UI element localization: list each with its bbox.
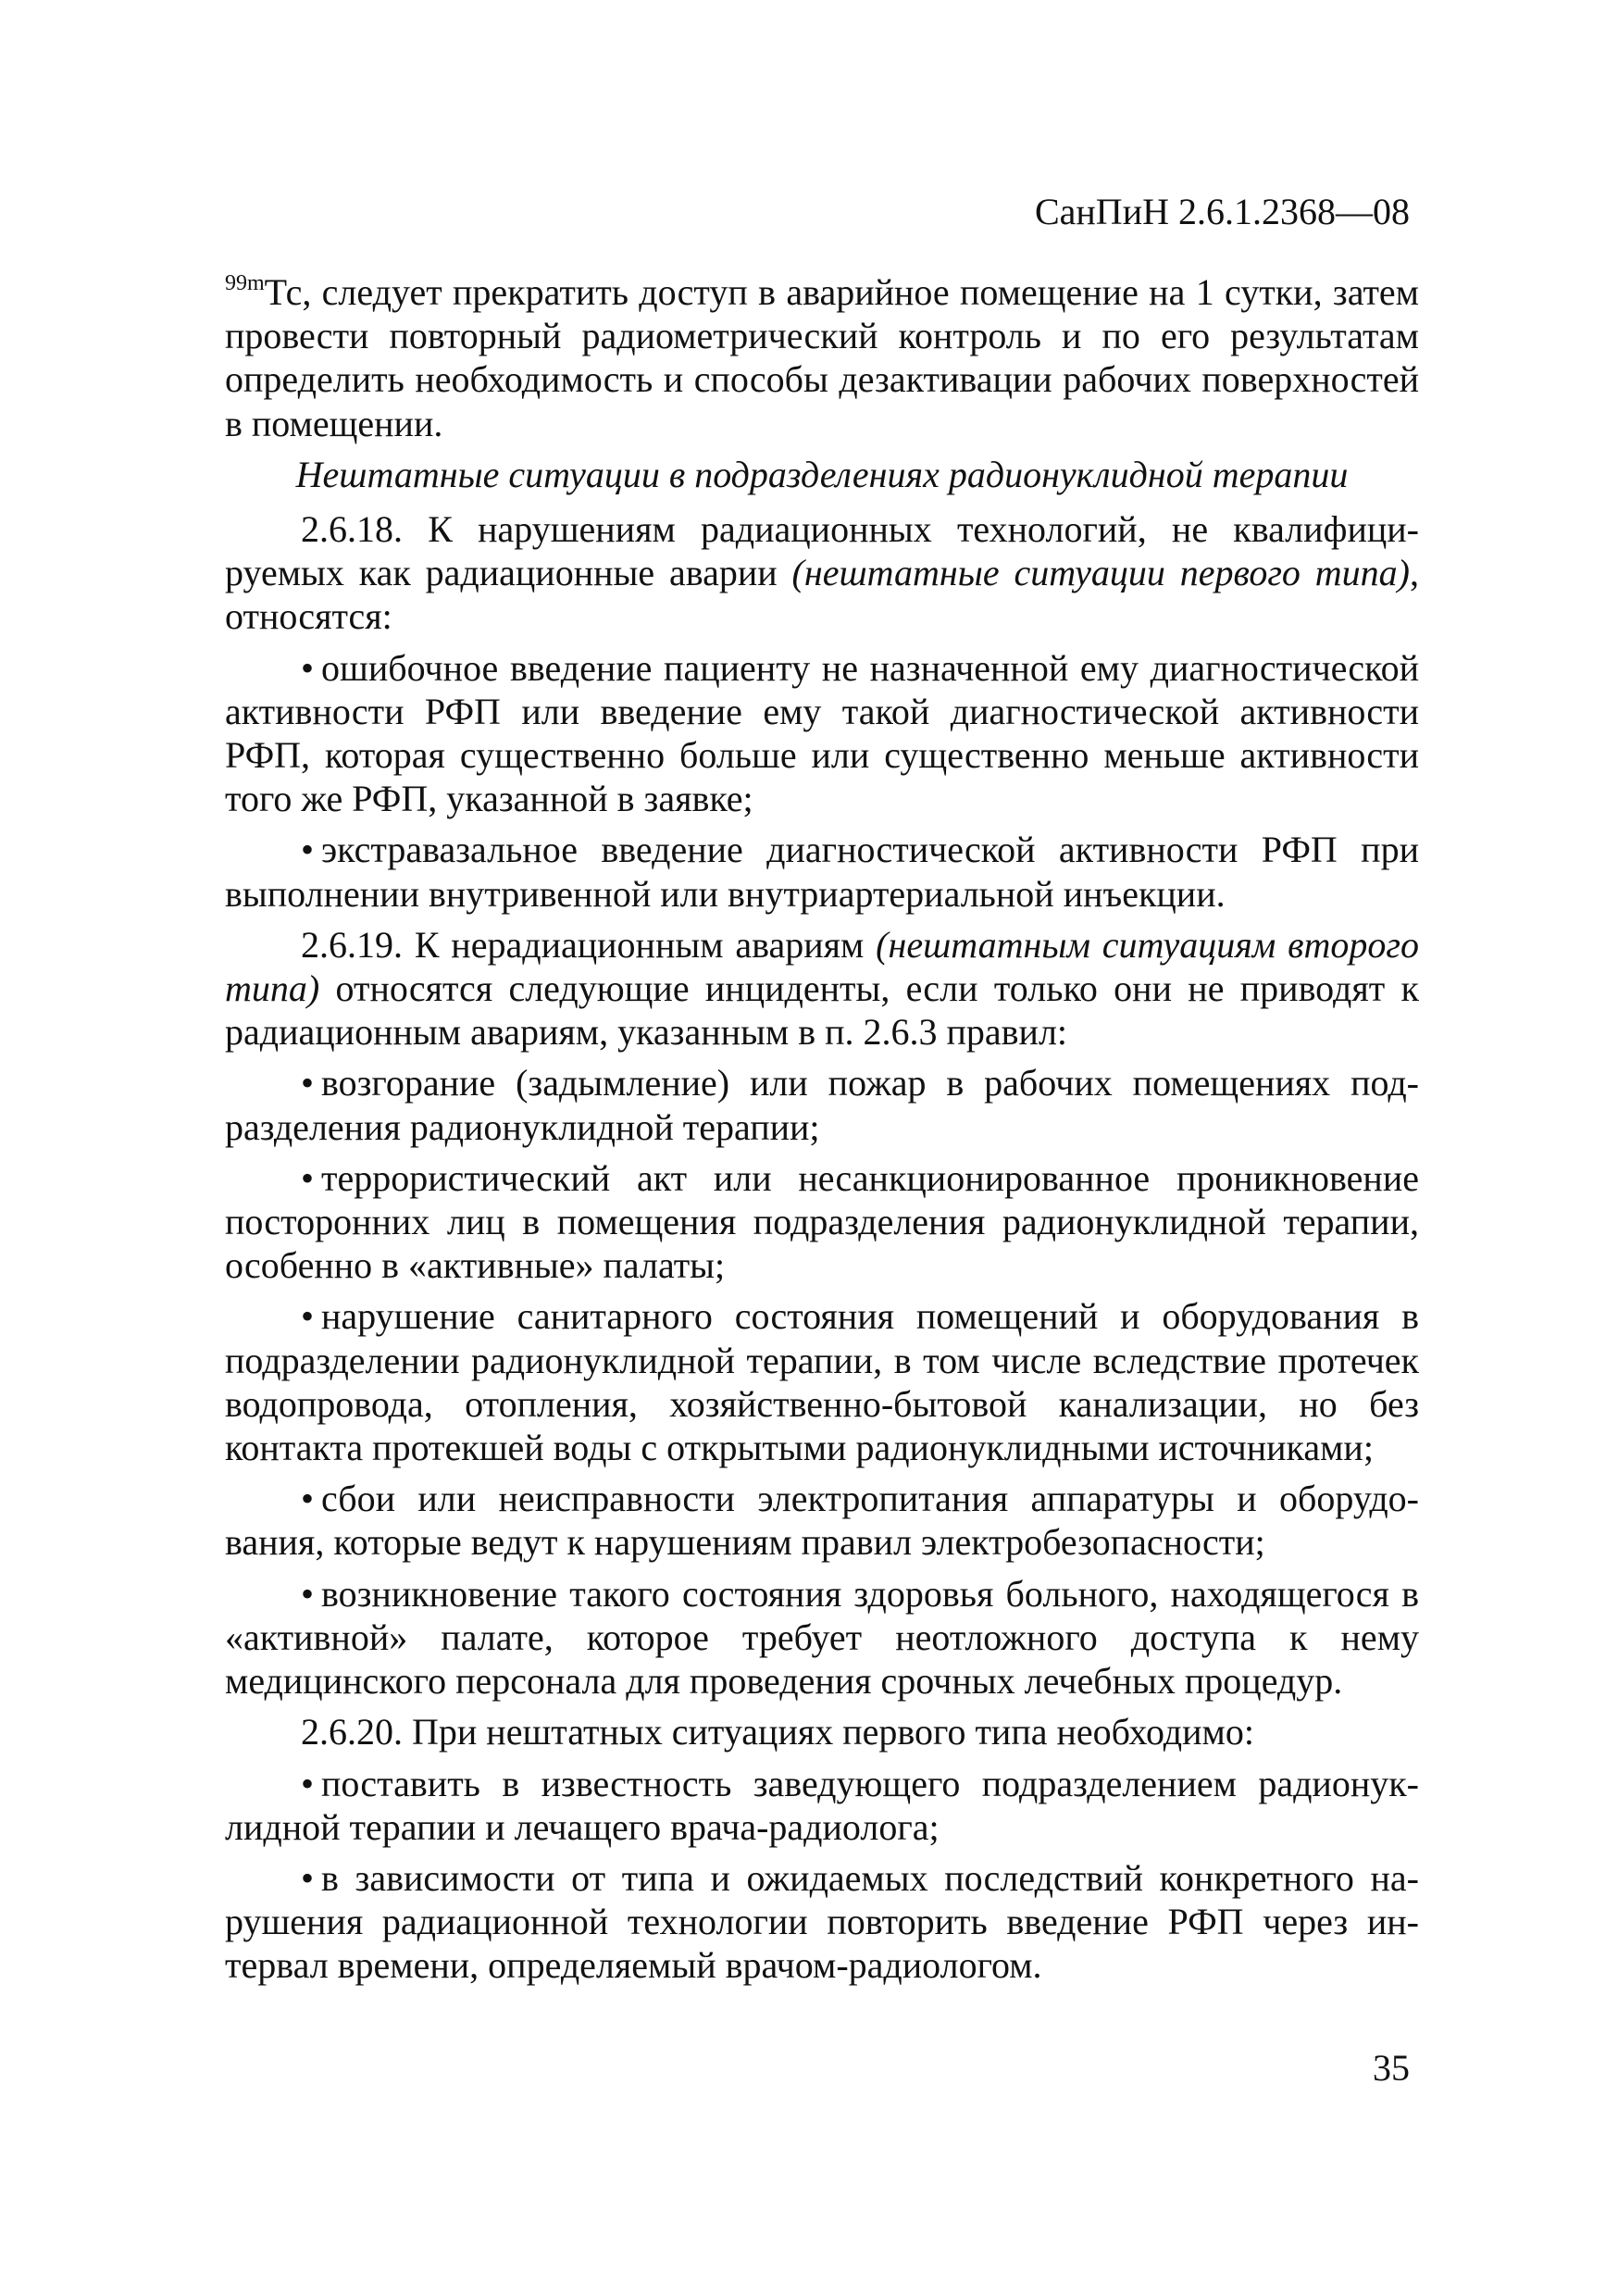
intro-text: Тс, следует прекратить доступ в аварийное помещение на 1 сутки, затем провести повторный радиометрический контроль и по его результатам определить необходимость и способы дезактивации рабочих поверхностей в помещении. [225, 271, 1419, 444]
list-item [225, 1762, 1419, 1849]
paragraph-2-6-18 [225, 507, 1419, 639]
isotope-superscript: 99m [225, 271, 265, 295]
bullet-icon: • [301, 1856, 315, 1899]
bullet-icon: • [301, 1062, 315, 1104]
bullet-icon: • [301, 1156, 315, 1199]
list-item-text: экстравазальное введение диагностической активности РФП при выполнении внутривенной или внутриартериальной инъекции. [225, 829, 1419, 915]
list-item-text: нарушение санитарного состояния помещений и оборудования в подразделении радионуклидной терапии, в том числе вследствие протечек водопровода, отопления, хозяйственно-бытовой канализации, но без контакта протекшей воды с открытыми радионуклидными источниками; [225, 1295, 1419, 1469]
list-item [225, 1477, 1419, 1564]
list-item [225, 1061, 1419, 1148]
paragraph-2-6-19-text-b: относятся следующие инциденты, если только они не приводят к радиационным авариям, указанным в п. 2.6.3 правил: [225, 967, 1419, 1054]
bullet-icon: • [301, 829, 315, 871]
list-item [225, 1856, 1419, 1988]
section-subheading: Нештатные ситуации в подразделениях радионуклидной терапии [295, 453, 1349, 495]
paragraph-2-6-18-text-a: 2.6.18. К нарушениям радиационных технологий, не квалифицируемых как радиационные аварии [225, 508, 1419, 594]
intro-paragraph [225, 270, 1419, 445]
bullet-icon: • [301, 1478, 315, 1520]
list-item-text: возгорание (задымление) или пожар в рабочих помещениях подразделения радионуклидной терапии; [225, 1062, 1419, 1148]
list-item [225, 1294, 1419, 1469]
list-item [225, 1572, 1419, 1703]
bullet-icon: • [301, 1762, 315, 1804]
list-item-text: возникновение такого состояния здоровья больного, находящегося в «активной» палате, которое требует неотложного доступа к нему медицинского персонала для проведения срочных лечебных процедур. [225, 1572, 1419, 1703]
paragraph-2-6-19 [225, 923, 1419, 1054]
list-item-text: ошибочное введение пациенту не назначенной ему диагностической активности РФП или введение ему такой диагностической активности РФП, которая существенно больше или существенно меньше активности того же РФП, указанной в заявке; [225, 646, 1419, 820]
list-item [225, 646, 1419, 821]
paragraph-2-6-20: 2.6.20. При нештатных ситуациях первого типа необходимо: [301, 1711, 1254, 1753]
list-item [225, 828, 1419, 915]
document-code-header: СанПиН 2.6.1.2368—08 [1034, 191, 1410, 232]
paragraph-2-6-18-text-b: , относятся: [225, 552, 1419, 638]
list-item [225, 1156, 1419, 1288]
bullet-icon: • [301, 1572, 315, 1615]
page-number: 35 [1373, 2047, 1410, 2089]
paragraph-2-6-19-italic: (нештатным ситуациям второго типа) [225, 923, 1419, 1010]
paragraph-2-6-19-text-a: 2.6.19. К нерадиационным авариям [301, 923, 877, 966]
bullet-icon: • [301, 646, 315, 689]
list-item-text: в зависимости от типа и ожидаемых последствий конкретного нарушения радиационной технологии повторить введение РФП через интервал времени, определяемый врачом-радиологом. [225, 1856, 1419, 1987]
document-body [225, 270, 1419, 1995]
list-item-text: сбои или неисправности электропитания аппаратуры и оборудования, которые ведут к нарушениям правил электробезопасности; [225, 1478, 1419, 1564]
paragraph-2-6-18-italic: (нештатные ситуации первого типа) [791, 552, 1410, 594]
list-item-text: террористический акт или несанкционированное проникновение посторонних лиц в помещения подразделения радионуклидной терапии, особенно в «активные» палаты; [225, 1156, 1419, 1287]
bullet-icon: • [301, 1295, 315, 1338]
list-item-text: поставить в известность заведующего подразделением радионуклидной терапии и лечащего врача-радиолога; [225, 1762, 1419, 1848]
